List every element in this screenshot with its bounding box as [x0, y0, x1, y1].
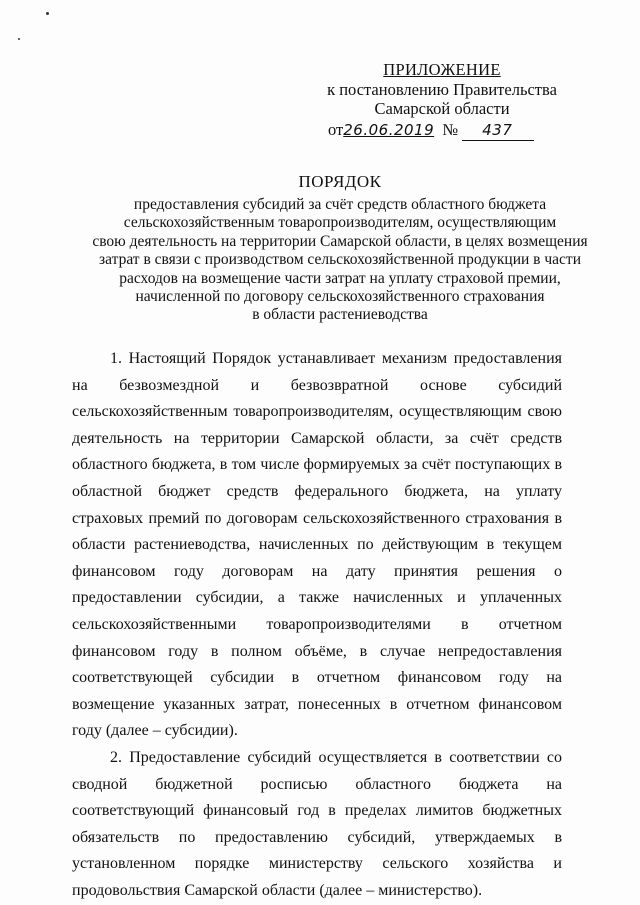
appendix-line-1: к постановлению Правительства: [327, 79, 557, 99]
paragraph-2: 2. Предоставление субсидий осуществляется в соответствии со сводной бюджетной росписью областного бюджета на соответствующий финансовый год в пределах лимитов бюджетных обязательств по предоставлению субсидий, утверждаемых в установленном порядке министерству сельского хозяйства и продовольствия Самарской области (далее – министерство).: [72, 748, 562, 899]
paragraph-1: 1. Настоящий Порядок устанавливает механизм предоставления на безвозмездной и безвозвратной основе субсидий сельскохозяйственным товаропроизводителям, осуществляющим свою деятельность на территории Самарской области, за счёт средств областного бюджета, в том числе формируемых за счёт поступающих в областной бюджет средств федерального бюджета, на уплату страховых премий по договорам сельскохозяйственного страхования в области растениеводства, начисленных по действующим в текущем финансовом году договорам на дату принятия решения о предоставлении субсидии, а также начисленных и уплаченных сельскохозяйственными товаропроизводителями в отчетном финансовом году в полном объёме, в случае непредоставления соответствующей субсидии в отчетном финансовом году на возмещение указанных затрат, понесенных в отчетном финансовом году (далее – субсидии).: [72, 350, 562, 740]
appendix-line-2: Самарской области: [374, 99, 510, 118]
document-subtitle: [60, 196, 620, 325]
subtitle-line: предоставления субсидий за счёт средств областного бюджета: [133, 196, 547, 213]
appendix-title: ПРИЛОЖЕНИЕ: [383, 60, 501, 79]
scan-speck: [46, 12, 49, 15]
document-title: ПОРЯДОК: [298, 172, 382, 191]
subtitle-line: начисленной по договору сельскохозяйственного страхования: [135, 288, 545, 306]
handwritten-date: 26.06.2019: [343, 120, 435, 139]
date-prefix: от: [328, 119, 344, 139]
subtitle-line: расходов на возмещение части затрат на уплату страховой премии,: [119, 269, 561, 287]
subtitle-line: сельскохозяйственным товаропроизводителям, осуществляющим: [123, 214, 557, 232]
subtitle-line: в области растениеводства: [252, 306, 428, 324]
appendix-date-row: [322, 120, 562, 142]
handwritten-number: 437: [462, 121, 534, 142]
document-heading: [60, 172, 620, 198]
subtitle-line: затрат в связи с производством сельскохозяйственной продукции в части: [99, 251, 581, 269]
number-sign: №: [442, 119, 459, 139]
subtitle-line: свою деятельность на территории Самарской области, в целях возмещения: [92, 232, 588, 250]
appendix-block: [322, 60, 562, 141]
document-body: [72, 346, 562, 904]
scan-speck: [18, 38, 20, 40]
